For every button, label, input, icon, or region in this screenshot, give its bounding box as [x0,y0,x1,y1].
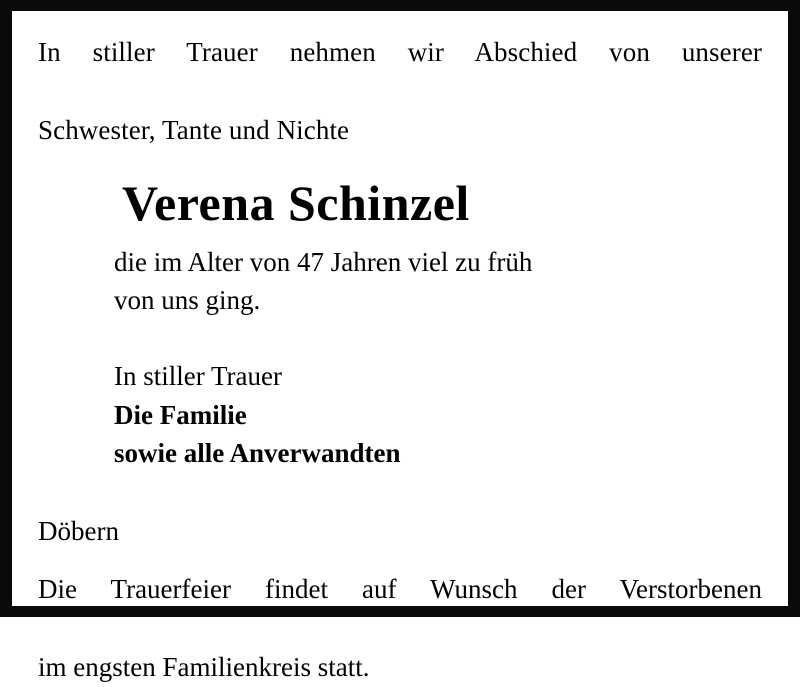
age-line-1: die im Alter von 47 Jahren viel zu früh [114,246,533,277]
closing-line-2: im engsten Familienkreis statt. [38,652,370,683]
place-name: Döbern [38,516,119,547]
mourning-block [38,357,762,472]
age-statement [38,243,762,320]
intro-line-2: Schwester, Tante und Nichte [38,114,350,145]
deceased-name: Verena Schinzel [122,174,470,231]
intro-line-1: In stiller Trauer nehmen wir Abschied von unserer [38,37,762,67]
age-line-2: von uns ging. [114,284,261,315]
intro-text [38,33,762,150]
mourning-line-3: sowie alle Anverwandten [114,437,401,468]
closing-line-1: Die Trauerfeier findet auf Wunsch der Verstorbenen [38,574,762,605]
mourning-line-2: Die Familie [114,399,247,430]
mourning-line-1: In stiller Trauer [114,361,282,392]
closing-text [38,570,762,687]
